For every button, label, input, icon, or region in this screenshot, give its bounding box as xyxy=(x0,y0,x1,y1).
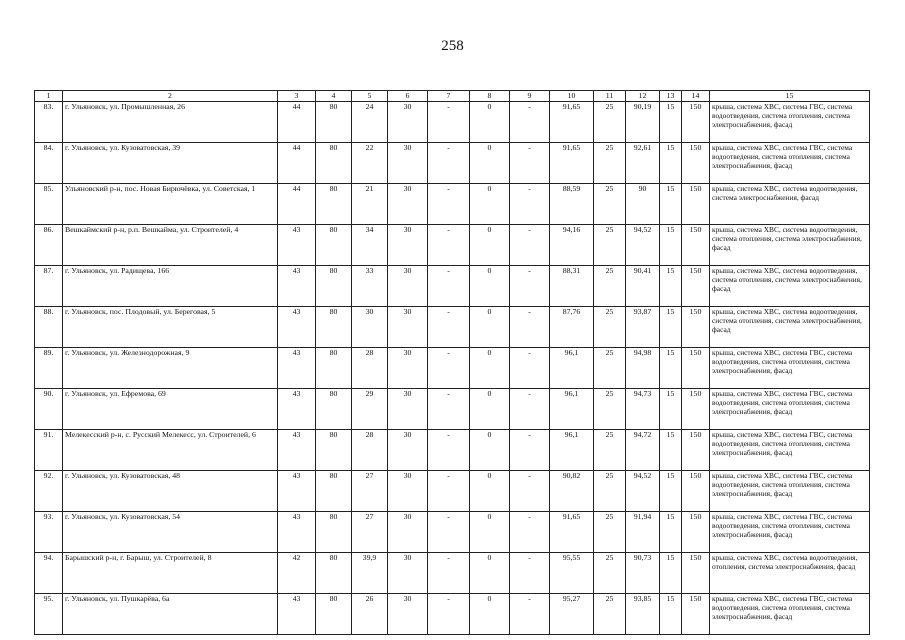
col3-cell: 43 xyxy=(278,266,316,307)
col11-cell: 25 xyxy=(594,307,626,348)
col11-cell: 25 xyxy=(594,266,626,307)
row-number: 93. xyxy=(35,512,63,553)
col3-cell: 43 xyxy=(278,307,316,348)
col7-cell: - xyxy=(428,430,470,471)
col4-cell: 80 xyxy=(316,102,352,143)
col8-cell: 0 xyxy=(470,184,510,225)
col10-cell: 95,27 xyxy=(550,594,594,635)
col4-cell: 80 xyxy=(316,594,352,635)
col11-cell: 25 xyxy=(594,430,626,471)
col8-cell: 0 xyxy=(470,430,510,471)
column-header: 2 xyxy=(63,91,278,102)
col7-cell: - xyxy=(428,471,470,512)
works-cell: крыша, система ХВС, система ГВС, система водоотведения, система отопления, система электроснабжения, фасад xyxy=(710,471,870,512)
works-cell: крыша, система ХВС, система водоотведения, отопления, система электроснабжения, фасад xyxy=(710,553,870,594)
col6-cell: 30 xyxy=(388,389,428,430)
address-cell: г. Ульяновск, ул. Ефремова, 69 xyxy=(63,389,278,430)
address-cell: г. Ульяновск, ул. Железнодорожная, 9 xyxy=(63,348,278,389)
col6-cell: 30 xyxy=(388,143,428,184)
col5-cell: 27 xyxy=(352,512,388,553)
col13-cell: 15 xyxy=(660,594,682,635)
col8-cell: 0 xyxy=(470,348,510,389)
col12-cell: 92,61 xyxy=(626,143,660,184)
col12-cell: 94,72 xyxy=(626,430,660,471)
works-cell: крыша, система ХВС, система водоотведения, система отопления, система электроснабжения, фасад xyxy=(710,307,870,348)
col10-cell: 91,65 xyxy=(550,512,594,553)
col14-cell: 150 xyxy=(682,102,710,143)
col7-cell: - xyxy=(428,348,470,389)
col7-cell: - xyxy=(428,594,470,635)
column-header: 3 xyxy=(278,91,316,102)
col3-cell: 44 xyxy=(278,102,316,143)
col5-cell: 27 xyxy=(352,471,388,512)
col12-cell: 93,85 xyxy=(626,594,660,635)
col13-cell: 15 xyxy=(660,143,682,184)
col11-cell: 25 xyxy=(594,225,626,266)
col4-cell: 80 xyxy=(316,430,352,471)
col14-cell: 150 xyxy=(682,471,710,512)
table-row xyxy=(35,594,870,635)
col5-cell: 34 xyxy=(352,225,388,266)
col9-cell: - xyxy=(510,389,550,430)
col6-cell: 30 xyxy=(388,553,428,594)
column-header: 13 xyxy=(660,91,682,102)
address-cell: г. Ульяновск, ул. Кузоватовская, 39 xyxy=(63,143,278,184)
column-header: 15 xyxy=(710,91,870,102)
col7-cell: - xyxy=(428,143,470,184)
works-cell: крыша, система ХВС, система ГВС, система водоотведения, система отопления, система электроснабжения, фасад xyxy=(710,594,870,635)
col13-cell: 15 xyxy=(660,553,682,594)
col7-cell: - xyxy=(428,102,470,143)
address-cell: г. Ульяновск, ул. Кузоватовская, 48 xyxy=(63,471,278,512)
col4-cell: 80 xyxy=(316,307,352,348)
row-number: 84. xyxy=(35,143,63,184)
col13-cell: 15 xyxy=(660,389,682,430)
col10-cell: 91,65 xyxy=(550,102,594,143)
col6-cell: 30 xyxy=(388,184,428,225)
address-cell: г. Ульяновск, пос. Плодовый, ул. Береговая, 5 xyxy=(63,307,278,348)
col6-cell: 30 xyxy=(388,225,428,266)
column-header: 4 xyxy=(316,91,352,102)
col9-cell: - xyxy=(510,266,550,307)
col7-cell: - xyxy=(428,307,470,348)
address-cell: г. Ульяновск, ул. Пушкарёва, 6а xyxy=(63,594,278,635)
col14-cell: 150 xyxy=(682,184,710,225)
col12-cell: 90,19 xyxy=(626,102,660,143)
col14-cell: 150 xyxy=(682,225,710,266)
col5-cell: 21 xyxy=(352,184,388,225)
address-cell: г. Ульяновск, ул. Промышленная, 26 xyxy=(63,102,278,143)
col8-cell: 0 xyxy=(470,512,510,553)
col4-cell: 80 xyxy=(316,266,352,307)
col14-cell: 150 xyxy=(682,307,710,348)
col14-cell: 150 xyxy=(682,266,710,307)
col9-cell: - xyxy=(510,143,550,184)
col4-cell: 80 xyxy=(316,348,352,389)
col8-cell: 0 xyxy=(470,307,510,348)
col12-cell: 90,73 xyxy=(626,553,660,594)
address-cell: г. Ульяновск, ул. Радищева, 166 xyxy=(63,266,278,307)
table-row xyxy=(35,348,870,389)
col8-cell: 0 xyxy=(470,389,510,430)
column-header-row xyxy=(35,91,870,102)
col12-cell: 94,73 xyxy=(626,389,660,430)
row-number: 92. xyxy=(35,471,63,512)
table-body xyxy=(35,102,870,635)
col13-cell: 15 xyxy=(660,471,682,512)
col5-cell: 24 xyxy=(352,102,388,143)
col12-cell: 90,41 xyxy=(626,266,660,307)
table-row xyxy=(35,184,870,225)
col3-cell: 42 xyxy=(278,553,316,594)
col11-cell: 25 xyxy=(594,471,626,512)
col3-cell: 43 xyxy=(278,348,316,389)
col5-cell: 39,9 xyxy=(352,553,388,594)
works-cell: крыша, система ХВС, система ГВС, система водоотведения, система отопления, система электроснабжения, фасад xyxy=(710,430,870,471)
col13-cell: 15 xyxy=(660,184,682,225)
row-number: 87. xyxy=(35,266,63,307)
col3-cell: 43 xyxy=(278,594,316,635)
column-header: 9 xyxy=(510,91,550,102)
table-row xyxy=(35,553,870,594)
address-cell: Вешкаймский р-н, р.п. Вешкайма, ул. Строителей, 4 xyxy=(63,225,278,266)
col9-cell: - xyxy=(510,512,550,553)
col6-cell: 30 xyxy=(388,348,428,389)
col14-cell: 150 xyxy=(682,553,710,594)
row-number: 85. xyxy=(35,184,63,225)
col8-cell: 0 xyxy=(470,553,510,594)
col13-cell: 15 xyxy=(660,266,682,307)
col13-cell: 15 xyxy=(660,307,682,348)
col8-cell: 0 xyxy=(470,143,510,184)
col13-cell: 15 xyxy=(660,348,682,389)
col14-cell: 150 xyxy=(682,594,710,635)
col4-cell: 80 xyxy=(316,512,352,553)
col10-cell: 88,59 xyxy=(550,184,594,225)
table-row xyxy=(35,512,870,553)
col5-cell: 26 xyxy=(352,594,388,635)
row-number: 86. xyxy=(35,225,63,266)
col5-cell: 22 xyxy=(352,143,388,184)
row-number: 83. xyxy=(35,102,63,143)
col13-cell: 15 xyxy=(660,102,682,143)
table-row xyxy=(35,389,870,430)
col5-cell: 28 xyxy=(352,348,388,389)
col12-cell: 94,98 xyxy=(626,348,660,389)
col6-cell: 30 xyxy=(388,430,428,471)
col6-cell: 30 xyxy=(388,594,428,635)
col8-cell: 0 xyxy=(470,225,510,266)
col6-cell: 30 xyxy=(388,307,428,348)
col7-cell: - xyxy=(428,266,470,307)
col3-cell: 44 xyxy=(278,143,316,184)
col9-cell: - xyxy=(510,348,550,389)
works-cell: крыша, система ХВС, система ГВС, система водоотведения, система отопления, система электроснабжения, фасад xyxy=(710,143,870,184)
col7-cell: - xyxy=(428,512,470,553)
col11-cell: 25 xyxy=(594,389,626,430)
table-row xyxy=(35,471,870,512)
column-header: 5 xyxy=(352,91,388,102)
address-cell: г. Ульяновск, ул. Кузоватовская, 54 xyxy=(63,512,278,553)
col12-cell: 91,94 xyxy=(626,512,660,553)
table-row xyxy=(35,307,870,348)
row-number: 89. xyxy=(35,348,63,389)
works-cell: крыша, система ХВС, система ГВС, система водоотведения, система отопления, система электроснабжения, фасад xyxy=(710,512,870,553)
col14-cell: 150 xyxy=(682,389,710,430)
col11-cell: 25 xyxy=(594,512,626,553)
col6-cell: 30 xyxy=(388,266,428,307)
col13-cell: 15 xyxy=(660,430,682,471)
col9-cell: - xyxy=(510,102,550,143)
col12-cell: 90 xyxy=(626,184,660,225)
column-header: 1 xyxy=(35,91,63,102)
col11-cell: 25 xyxy=(594,143,626,184)
col3-cell: 43 xyxy=(278,389,316,430)
col3-cell: 43 xyxy=(278,430,316,471)
table-row xyxy=(35,143,870,184)
col4-cell: 80 xyxy=(316,471,352,512)
col6-cell: 30 xyxy=(388,102,428,143)
col3-cell: 43 xyxy=(278,225,316,266)
col9-cell: - xyxy=(510,307,550,348)
col10-cell: 96,1 xyxy=(550,430,594,471)
row-number: 95. xyxy=(35,594,63,635)
col10-cell: 96,1 xyxy=(550,389,594,430)
col11-cell: 25 xyxy=(594,594,626,635)
works-cell: крыша, система ХВС, система водоотведения, система отопления, система электроснабжения, фасад xyxy=(710,266,870,307)
column-header: 12 xyxy=(626,91,660,102)
col7-cell: - xyxy=(428,225,470,266)
works-cell: крыша, система ХВС, система водоотведения, система отопления, система электроснабжения, фасад xyxy=(710,225,870,266)
col11-cell: 25 xyxy=(594,348,626,389)
row-number: 88. xyxy=(35,307,63,348)
col10-cell: 91,65 xyxy=(550,143,594,184)
table-row xyxy=(35,225,870,266)
table-row xyxy=(35,266,870,307)
col11-cell: 25 xyxy=(594,553,626,594)
column-header: 6 xyxy=(388,91,428,102)
column-header: 10 xyxy=(550,91,594,102)
row-number: 94. xyxy=(35,553,63,594)
col13-cell: 15 xyxy=(660,225,682,266)
col8-cell: 0 xyxy=(470,102,510,143)
col8-cell: 0 xyxy=(470,594,510,635)
col8-cell: 0 xyxy=(470,471,510,512)
col12-cell: 94,52 xyxy=(626,471,660,512)
col6-cell: 30 xyxy=(388,471,428,512)
col9-cell: - xyxy=(510,594,550,635)
column-header: 14 xyxy=(682,91,710,102)
col4-cell: 80 xyxy=(316,389,352,430)
col3-cell: 43 xyxy=(278,471,316,512)
page-number: 258 xyxy=(441,38,464,54)
data-table xyxy=(34,90,870,635)
col12-cell: 94,52 xyxy=(626,225,660,266)
row-number: 91. xyxy=(35,430,63,471)
col7-cell: - xyxy=(428,184,470,225)
col14-cell: 150 xyxy=(682,430,710,471)
col9-cell: - xyxy=(510,430,550,471)
col14-cell: 150 xyxy=(682,512,710,553)
col4-cell: 80 xyxy=(316,225,352,266)
col10-cell: 94,16 xyxy=(550,225,594,266)
col4-cell: 80 xyxy=(316,553,352,594)
address-cell: Мелекесский р-н, с. Русский Мелекесс, ул. Строителей, 6 xyxy=(63,430,278,471)
works-cell: крыша, система ХВС, система ГВС, система водоотведения, система отопления, система электроснабжения, фасад xyxy=(710,348,870,389)
col14-cell: 150 xyxy=(682,348,710,389)
col11-cell: 25 xyxy=(594,184,626,225)
col9-cell: - xyxy=(510,184,550,225)
col10-cell: 96,1 xyxy=(550,348,594,389)
table-row xyxy=(35,102,870,143)
column-header: 8 xyxy=(470,91,510,102)
col3-cell: 43 xyxy=(278,512,316,553)
col9-cell: - xyxy=(510,471,550,512)
works-cell: крыша, система ХВС, система водоотведения, система электроснабжения, фасад xyxy=(710,184,870,225)
col13-cell: 15 xyxy=(660,512,682,553)
col10-cell: 95,55 xyxy=(550,553,594,594)
col4-cell: 80 xyxy=(316,184,352,225)
col9-cell: - xyxy=(510,225,550,266)
col10-cell: 88,31 xyxy=(550,266,594,307)
col4-cell: 80 xyxy=(316,143,352,184)
column-header: 7 xyxy=(428,91,470,102)
works-cell: крыша, система ХВС, система ГВС, система водоотведения, система отопления, система электроснабжения, фасад xyxy=(710,389,870,430)
col9-cell: - xyxy=(510,553,550,594)
col5-cell: 33 xyxy=(352,266,388,307)
col10-cell: 87,76 xyxy=(550,307,594,348)
col7-cell: - xyxy=(428,389,470,430)
col3-cell: 44 xyxy=(278,184,316,225)
address-cell: Ульяновский р-н, пос. Новая Бирючёвка, ул. Советская, 1 xyxy=(63,184,278,225)
col14-cell: 150 xyxy=(682,143,710,184)
col11-cell: 25 xyxy=(594,102,626,143)
address-cell: Барышский р-н, г. Барыш, ул. Строителей, 8 xyxy=(63,553,278,594)
row-number: 90. xyxy=(35,389,63,430)
col6-cell: 30 xyxy=(388,512,428,553)
col12-cell: 93,87 xyxy=(626,307,660,348)
works-cell: крыша, система ХВС, система ГВС, система водоотведения, система отопления, система электроснабжения, фасад xyxy=(710,102,870,143)
column-header: 11 xyxy=(594,91,626,102)
col8-cell: 0 xyxy=(470,266,510,307)
col10-cell: 90,82 xyxy=(550,471,594,512)
col5-cell: 29 xyxy=(352,389,388,430)
col5-cell: 30 xyxy=(352,307,388,348)
col5-cell: 28 xyxy=(352,430,388,471)
col7-cell: - xyxy=(428,553,470,594)
table-row xyxy=(35,430,870,471)
